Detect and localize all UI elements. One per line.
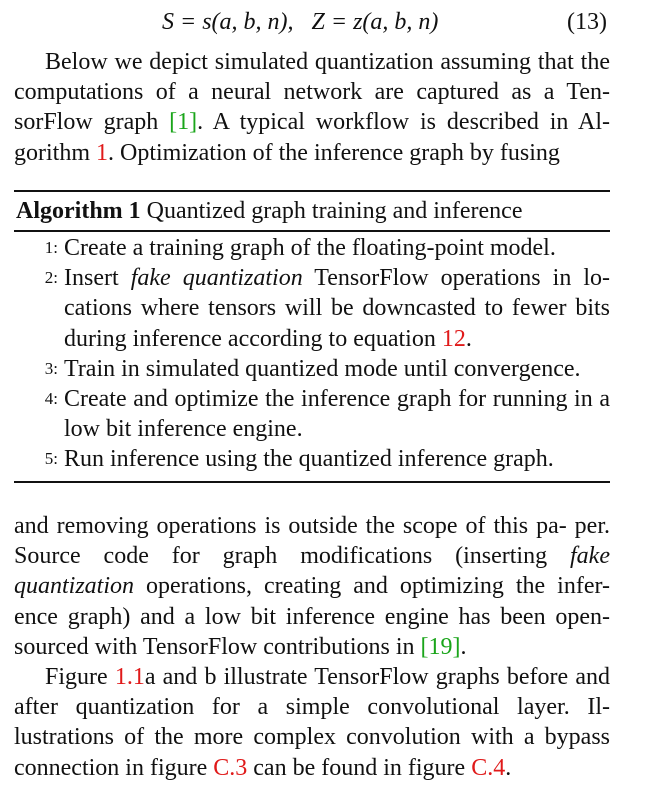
algorithm-reference-link[interactable]: 1 (96, 139, 108, 166)
equation-13 (0, 4, 645, 40)
algorithm-title (16, 196, 523, 226)
step-number: 5: (44, 449, 58, 469)
step-number: 4: (44, 389, 58, 409)
equation-number: (13) (567, 9, 607, 35)
algorithm-steps (14, 233, 610, 475)
algorithm-box (14, 190, 610, 483)
paragraph-figure-description: Figure 1.1a and b illustrate TensorFlow graphs before and after quantization for a simple convolutional layer. Il- lustrations of the more complex convolution with a bypass connection in figure C.3 can be found in figure C.4. (14, 664, 610, 781)
step-text: Train in simulated quantized mode until convergence. (64, 355, 581, 382)
step-number: 2: (44, 268, 58, 288)
figure-reference-link[interactable]: C.3 (213, 754, 248, 781)
step-text: Create a training graph of the floating-point model. (64, 235, 556, 261)
algorithm-caption: Quantized graph training and inference (140, 198, 523, 224)
step-number: 3: (44, 358, 58, 378)
figure-reference-link[interactable]: 1.1 (114, 664, 145, 690)
algorithm-top-rule (14, 190, 610, 192)
step-number: 1: (44, 238, 58, 257)
algorithm-step-3 (14, 354, 610, 384)
equation-expression: S = s(a, b, n), Z = z(a, b, n) (162, 9, 439, 35)
algorithm-step-1 (14, 233, 610, 263)
algorithm-step-5 (14, 444, 610, 474)
paragraph-workflow-intro: Below we depict simulated quantization assuming that the computations of a neural network are captured as a Ten- sorFlow graph [1]. A typical workflow is described in Al- gorithm 1. Optimization of the inference graph by fusing (14, 49, 611, 166)
algorithm-step-2 (14, 263, 610, 354)
algorithm-step-4 (14, 384, 610, 444)
figure-reference-link[interactable]: C.4 (471, 754, 506, 781)
equation-reference-link[interactable]: 12 (441, 325, 466, 352)
citation-link[interactable]: [1] (169, 109, 198, 136)
paragraph-graph-modifications: and removing operations is outside the scope of this pa- per. Source code for graph modifications (inserting fake quantization operations, creating and optimizing the infer- ence graph) and a low bit inference engine has been open- sourced with TensorFlow contributions in [19]. (14, 513, 610, 660)
algorithm-bottom-rule (14, 481, 610, 483)
citation-link[interactable]: [19] (420, 633, 461, 660)
step-text: Create and optimize the inference graph for running in a low bit inference engine. (64, 386, 610, 443)
algorithm-mid-rule (14, 230, 610, 232)
algorithm-label: Algorithm 1 (16, 198, 141, 224)
step-text: Insert fake quantization TensorFlow operations in lo- cations where tensors will be downcasted to fewer bits during inference according to equation 12. (64, 265, 611, 352)
step-text: Run inference using the quantized inference graph. (64, 446, 554, 473)
